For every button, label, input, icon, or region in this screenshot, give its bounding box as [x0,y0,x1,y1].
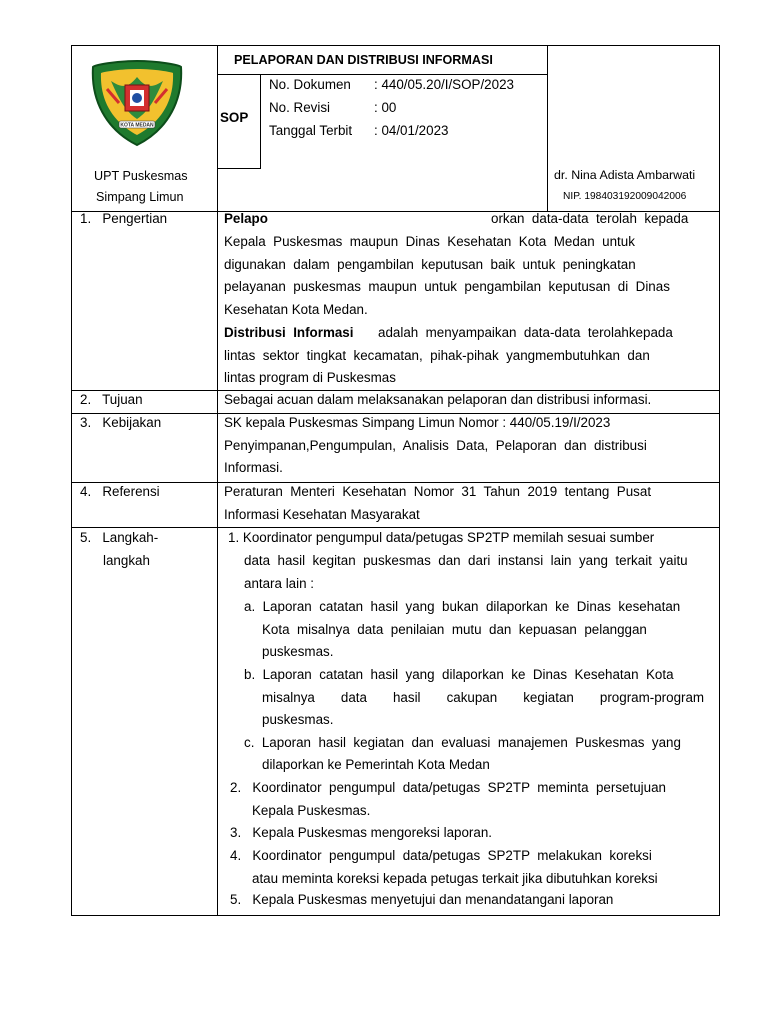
step-b-line-3: puskesmas. [262,712,334,727]
kebijakan-line-1: SK kepala Puskesmas Simpang Limun Nomor : 440/05.19/I/2023 [224,415,611,430]
kota-medan-logo [89,59,185,147]
pengertian-line-2: Kepala Puskesmas maupun Dinas Kesehatan Kota Medan untuk [224,234,635,249]
term-pelaporan: Pelapo [224,211,268,226]
step-a-line-3: puskesmas. [262,644,334,659]
section-label-langkah-2: langkah [103,553,150,568]
logo-text: KOTA MEDAN [120,122,154,129]
step-1-line-1: 1. Koordinator pengumpul data/petugas SP2TP memilah sesuai sumber [228,530,655,545]
section-label-kebijakan: 3. Kebijakan [80,415,162,430]
revision-label: No. Revisi [269,100,331,115]
section-label-pengertian: 1. Pengertian [80,211,168,226]
step-c-line-2: dilaporkan ke Pemerintah Kota Medan [262,757,490,772]
step-b-line-2: misalnya data hasil cakupan kegiatan program-program [262,690,705,705]
step-3-line-1: 3. Kepala Puskesmas mengoreksi laporan. [230,825,493,840]
kebijakan-line-3: Informasi. [224,460,283,475]
term-distribusi-informasi: Distribusi Informasi [224,325,354,340]
step-a-line-1: a. Laporan catatan hasil yang bukan dilaporkan ke Dinas kesehatan [244,599,681,614]
step-c-line-1: c. Laporan hasil kegiatan dan evaluasi manajemen Puskesmas yang [244,735,681,750]
step-4-line-2: atau meminta koreksi kepada petugas terkait jika dibutuhkan koreksi [252,871,658,886]
section-label-langkah: 5. Langkah- [80,530,159,545]
step-2-line-1: 2. Koordinator pengumpul data/petugas SP2TP meminta persetujuan [230,780,666,795]
referensi-line-2: Informasi Kesehatan Masyarakat [224,507,420,522]
document-title: PELAPORAN DAN DISTRIBUSI INFORMASI [234,53,493,67]
step-5-line-1: 5. Kepala Puskesmas menyetujui dan menandatangani laporan [230,892,614,907]
pengertian-line-5: Kesehatan Kota Medan. [224,302,368,317]
step-a-line-2: Kota misalnya data penilaian mutu dan kepuasan pelanggan [262,622,647,637]
sop-label: SOP [220,110,249,125]
kebijakan-line-2: Penyimpanan,Pengumpulan, Analisis Data, Pelaporan dan distribusi [224,438,647,453]
distribusi-line-3: lintas program di Puskesmas [224,370,396,385]
divider-sop [260,74,261,169]
divider-right-column [547,46,548,211]
organization-location: Simpang Limun [96,190,184,204]
section-label-referensi: 4. Referensi [80,484,160,499]
pengertian-line-3: digunakan dalam pengambilan keputusan baik untuk peningkatan [224,257,636,272]
pengertian-line-4: pelayanan puskesmas maupun untuk pengambilan keputusan di Dinas [224,279,670,294]
doc-number-value: : 440/05.20/I/SOP/2023 [374,77,514,92]
issue-date-label: Tanggal Terbit [269,123,353,138]
pengertian-line-1: orkan data-data terolah kepada [491,211,689,226]
step-1-line-2: data hasil kegitan puskesmas dan dari instansi lain yang terkait yaitu [244,553,688,568]
organization-name: UPT Puskesmas [94,169,188,183]
step-1-line-3: antara lain : [244,576,314,591]
step-b-line-1: b. Laporan catatan hasil yang dilaporkan ke Dinas Kesehatan Kota [244,667,674,682]
tujuan-text: Sebagai acuan dalam melaksanakan pelaporan dan distribusi informasi. [224,392,652,407]
distribusi-line-2: lintas sektor tingkat kecamatan, pihak-pihak yangmembutuhkan dan [224,348,650,363]
signer-name: dr. Nina Adista Ambarwati [554,168,696,182]
revision-value: : 00 [374,100,397,115]
divider-sop-bottom [217,168,261,169]
doc-number-label: No. Dokumen [269,77,351,92]
step-4-line-1: 4. Koordinator pengumpul data/petugas SP2TP melakukan koreksi [230,848,652,863]
step-2-line-2: Kepala Puskesmas. [252,803,371,818]
divider-left-column [217,46,218,916]
issue-date-value: : 04/01/2023 [374,123,449,138]
distribusi-line-1: adalah menyampaikan data-data terolahkepada [378,325,673,340]
referensi-line-1: Peraturan Menteri Kesehatan Nomor 31 Tahun 2019 tentang Pusat [224,484,652,499]
signer-nip: NIP. 198403192009042006 [563,191,687,202]
section-label-tujuan: 2. Tujuan [80,392,143,407]
sop-document [71,45,720,916]
